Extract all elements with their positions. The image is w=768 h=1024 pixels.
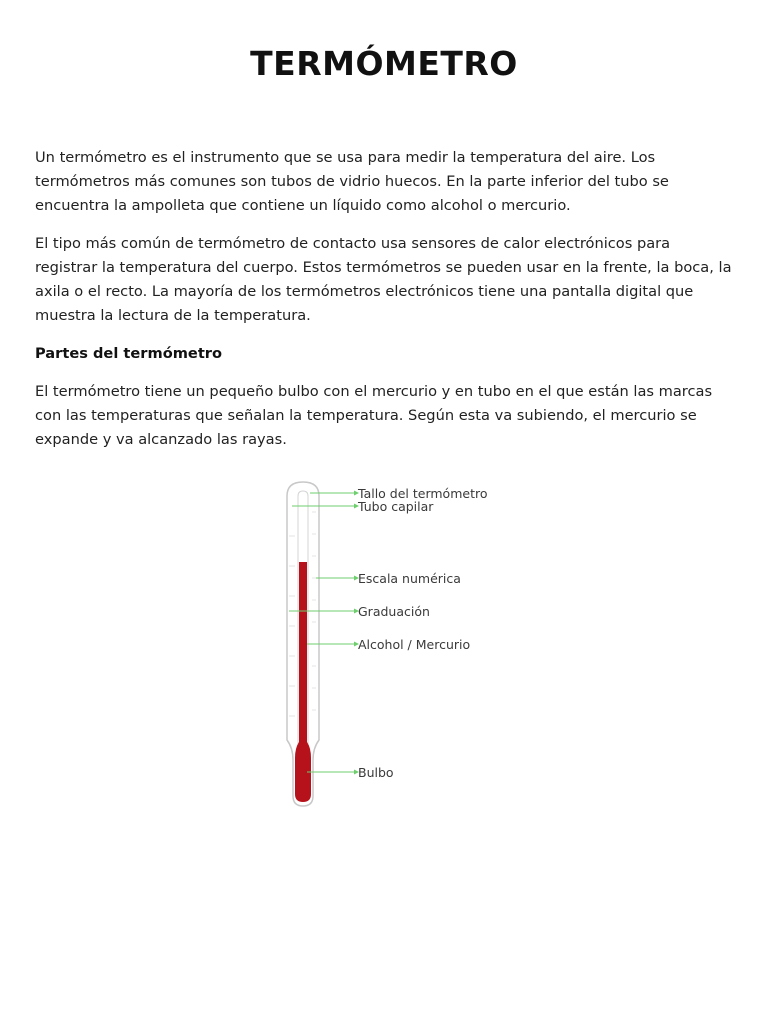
label-stem: Tallo del termómetro <box>358 486 488 501</box>
section-heading: Partes del termómetro <box>35 345 223 362</box>
page-title: TERMÓMETRO <box>250 44 518 83</box>
thermometer-illustration <box>270 476 510 812</box>
label-bulb: Bulbo <box>358 765 394 780</box>
label-numeric-scale: Escala numérica <box>358 571 461 586</box>
electronic-paragraph: El tipo más común de termómetro de contacto usa sensores de calor electrónicos para registrar la temperatura del cuerpo. Estos termómetros se pueden usar en la frente, la boca, la axila o el recto. La mayoría de los termómetros electrónicos tiene una pantalla digital que muestra la lectura de la temperatura. <box>35 235 732 324</box>
leader-arrowheads <box>354 491 359 775</box>
liquid-column <box>299 562 307 748</box>
article-body <box>35 146 735 466</box>
thermometer-diagram <box>270 476 510 812</box>
parts-paragraph: El termómetro tiene un pequeño bulbo con el mercurio y en tubo en el que están las marcas con las temperaturas que señalan la temperatura. Según esta va subiendo, el mercurio se expande y va alcanzado las rayas. <box>35 383 713 448</box>
intro-paragraph: Un termómetro es el instrumento que se usa para medir la temperatura del aire. Los termómetros más comunes son tubos de vidrio huecos. En la parte inferior del tubo se encuentra la ampolleta que contiene un líquido como alcohol o mercurio. <box>35 149 669 214</box>
label-capillary: Tubo capilar <box>358 499 434 514</box>
label-liquid: Alcohol / Mercurio <box>358 637 471 652</box>
label-graduation: Graduación <box>358 604 430 619</box>
